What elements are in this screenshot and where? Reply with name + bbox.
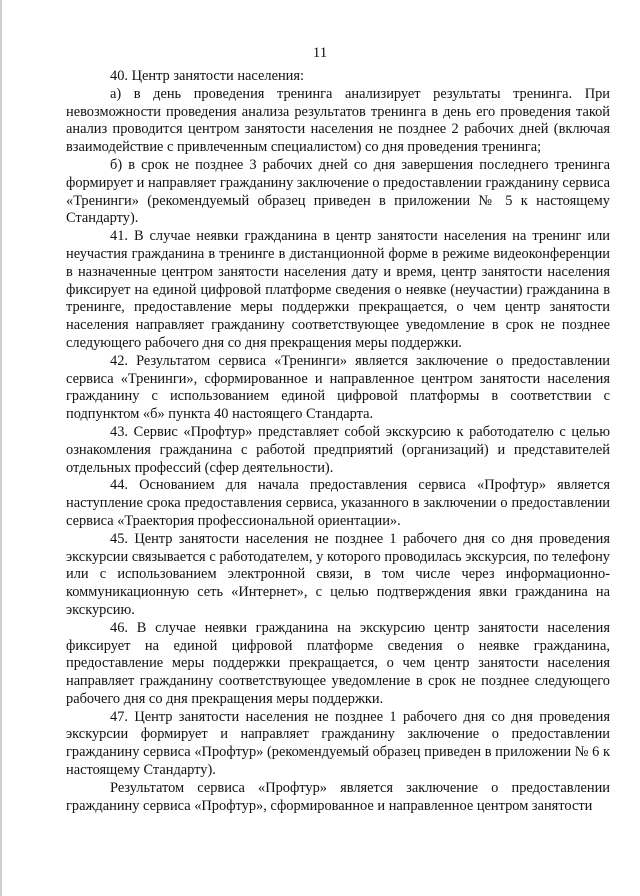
paragraph-clause-42: 42. Результатом сервиса «Тренинги» является заключение о предоставлении сервиса «Тренинги», сформированное и направленное центром занятости населения гражданину с использованием единой цифровой платформы в соответствии с подпунктом «б» пункта 40 настоящего Стандарта. [66, 352, 610, 423]
paragraph-clause-41: 41. В случае неявки гражданина в центр занятости населения на тренинг или неучастия гражданина в тренинге в дистанционной форме в режиме видеоконференции в назначенные центром занятости населения дату и время, центр занятости населения фиксирует на единой цифровой платформе сведения о неявке (неучастии) гражданина в тренинге, предоставление меры поддержки прекращается, о чем центр занятости населения направляет гражданину соответствующее уведомление в срок не позднее следующего рабочего дня со дня прекращения меры поддержки. [66, 228, 610, 351]
paragraph-clause-46: 46. В случае неявки гражданина на экскурсию центр занятости населения фиксирует на единой цифровой платформе сведения о неявке гражданина, предоставление меры поддержки прекращается, о чем центр занятости населения направляет гражданину соответствующее уведомление в срок не позднее следующего рабочего дня со дня прекращения меры поддержки. [66, 619, 610, 707]
paragraph-clause-40b: б) в срок не позднее 3 рабочих дней со дня завершения последнего тренинга формирует и направляет гражданину заключение о предоставлении гражданину сервиса «Тренинги» (рекомендуемый образец приведен в приложении № 5 к настоящему Стандарту). [66, 156, 610, 227]
paragraph-clause-40a: а) в день проведения тренинга анализирует результаты тренинга. При невозможности проведения анализа результатов тренинга в день его проведения такой анализ проводится центром занятости населения не позднее 2 рабочих дней (включая взаимодействие с привлеченным специалистом) со дня проведения тренинга; [66, 85, 610, 156]
paragraph-proftur-result: Результатом сервиса «Профтур» является заключение о предоставлении гражданину сервиса «Профтур», сформированное и направленное центром занятости [66, 779, 610, 814]
paragraph-clause-44: 44. Основанием для начала предоставления сервиса «Профтур» является наступление срока предоставления сервиса, указанного в заключении о предоставлении сервиса «Траектория профессиональной ориентации». [66, 477, 610, 529]
paragraph-clause-47: 47. Центр занятости населения не позднее 1 рабочего дня со дня проведения экскурсии формирует и направляет гражданину заключение о предоставлении гражданину сервиса «Профтур» (рекомендуемый образец приведен в приложении № 6 к настоящему Стандарту). [66, 708, 610, 779]
scan-edge-shadow [0, 0, 2, 896]
paragraph-clause-40: 40. Центр занятости населения: [110, 68, 304, 84]
paragraph-clause-45: 45. Центр занятости населения не позднее 1 рабочего дня со дня проведения экскурсии связывается с работодателем, у которого проводилась экскурсия, по телефону или с использованием электронной связи, в том числе через информационно-коммуникационную сеть «Интернет», с целью подтверждения явки гражданина на экскурсию. [66, 530, 610, 618]
page-number: 11 [312, 45, 328, 61]
document-body [66, 68, 610, 815]
paragraph-clause-43: 43. Сервис «Профтур» представляет собой экскурсию к работодателю с целью ознакомления гражданина с работой предприятий (организаций) и представителей отдельных профессий (сфер деятельности). [66, 423, 610, 476]
